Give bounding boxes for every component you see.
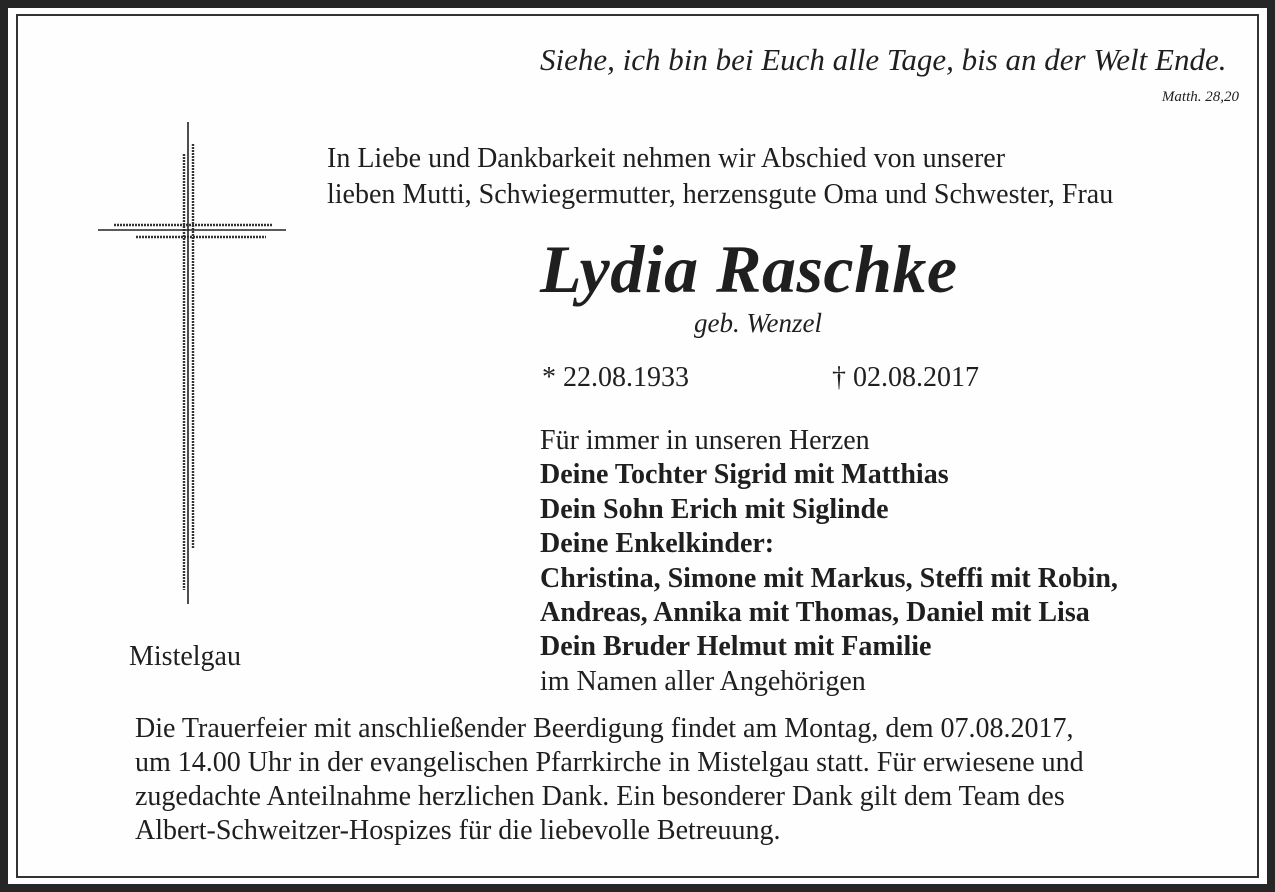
- funeral-line: Die Trauerfeier mit anschließender Beerdigung findet am Montag, dem 07.08.2017,: [135, 713, 1074, 744]
- mourners-closing: im Namen aller Angehörigen: [540, 665, 866, 697]
- maiden-name: geb. Wenzel: [694, 308, 822, 338]
- birth-date: * 22.08.1933: [542, 362, 689, 393]
- mourners-list: [540, 424, 1118, 699]
- mourner-line: Dein Bruder Helmut mit Familie: [540, 631, 932, 663]
- intro-text: [327, 141, 1113, 213]
- mourner-line: Christina, Simone mit Markus, Steffi mit Robin,: [540, 562, 1118, 594]
- intro-line-2: lieben Mutti, Schwiegermutter, herzensgute Oma und Schwester, Frau: [327, 179, 1114, 210]
- mourner-line: Dein Sohn Erich mit Siglinde: [540, 493, 889, 525]
- cross-icon: [96, 120, 288, 605]
- funeral-line: Albert-Schweitzer-Hospizes für die liebevolle Betreuung.: [135, 815, 781, 846]
- intro-line-1: In Liebe und Dankbarkeit nehmen wir Abschied von unserer: [327, 143, 1006, 174]
- bible-reference: Matth. 28,20: [1161, 89, 1239, 105]
- mourners-opening: Für immer in unseren Herzen: [540, 425, 870, 456]
- mourner-line: Deine Tochter Sigrid mit Matthias: [540, 459, 949, 491]
- bible-quote: Siehe, ich bin bei Euch alle Tage, bis an der Welt Ende.: [540, 42, 1227, 77]
- place-name: Mistelgau: [129, 641, 241, 672]
- funeral-line: um 14.00 Uhr in der evangelischen Pfarrkirche in Mistelgau statt. Für erwiesene und: [135, 747, 1084, 778]
- funeral-line: zugedachte Anteilnahme herzlichen Dank. Ein besonderer Dank gilt dem Team des: [135, 781, 1065, 812]
- death-date: † 02.08.2017: [832, 362, 979, 393]
- mourner-line: Deine Enkelkinder:: [540, 528, 775, 560]
- mourner-line: Andreas, Annika mit Thomas, Daniel mit Lisa: [540, 597, 1090, 629]
- funeral-notice: [135, 712, 1084, 848]
- deceased-name: Lydia Raschke: [540, 231, 958, 307]
